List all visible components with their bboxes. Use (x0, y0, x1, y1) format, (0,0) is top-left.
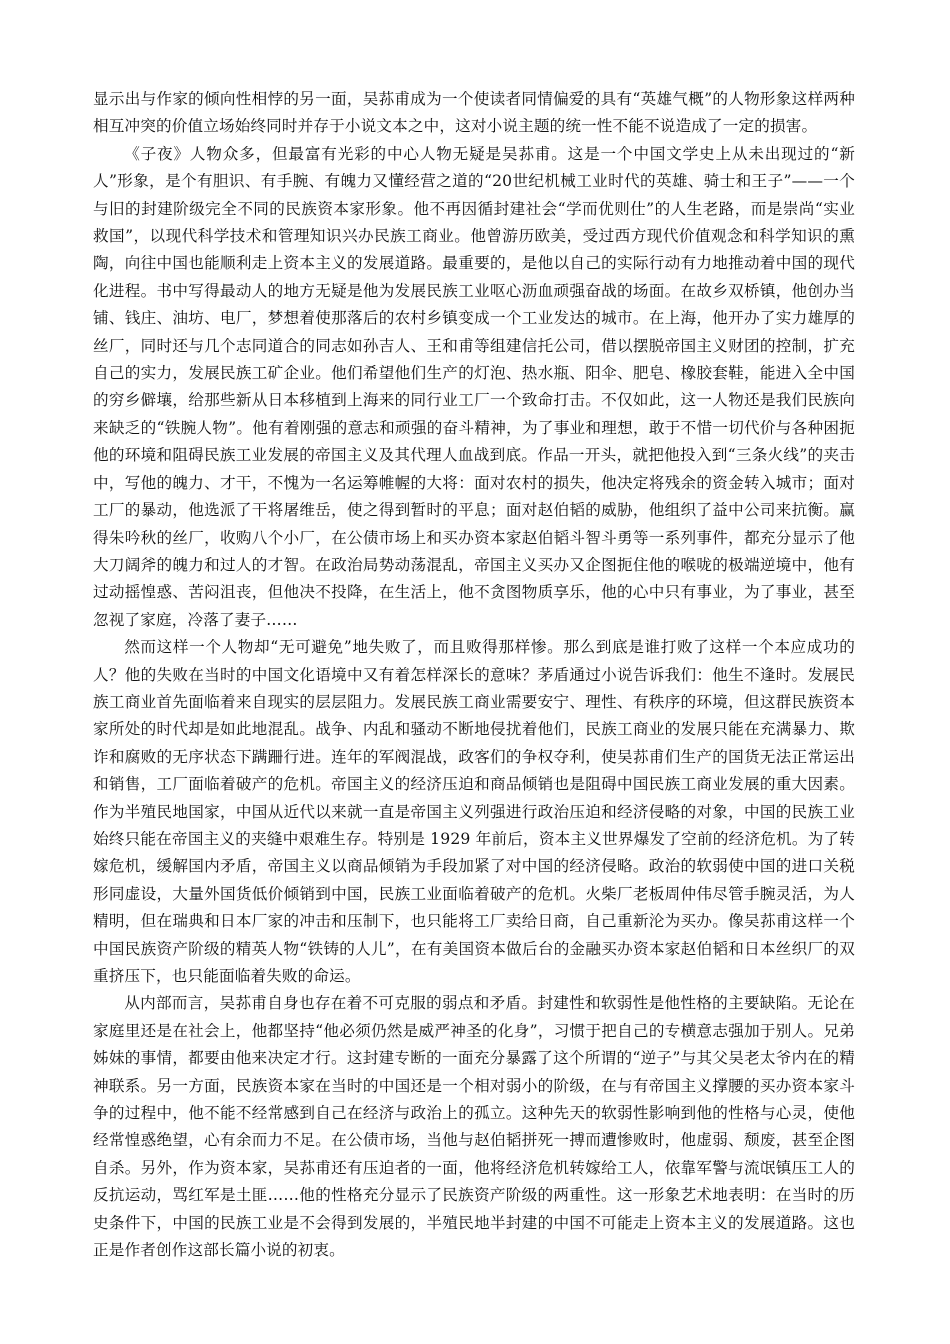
document-page (93, 86, 855, 1264)
paragraph-continuation: 显示出与作家的倾向性相悖的另一面，吴荪甫成为一个使读者同情偏爱的具有“英雄气概”的人物形象这样两种相互冲突的价值立场始终同时并存于小说文本之中，这对小说主题的统一性不能不说造成了一定的损害。 (93, 90, 855, 136)
paragraph-external-causes: 然而这样一个人物却“无可避免”地失败了，而且败得那样惨。那么到底是谁打败了这样一个本应成功的人？他的失败在当时的中国文化语境中又有着怎样深长的意味？茅盾通过小说告诉我们：他生不逢时。发展民族工商业首先面临着来自现实的层层阻力。发展民族工商业需要安宁、理性、有秩序的环境，但这群民族资本家所处的时代却是如此地混乱。战争、内乱和骚动不断地侵扰着他们，民族工商业的发展只能在充满暴力、欺诈和腐败的无序状态下蹒跚行进。连年的军阀混战，政客们的争权夺利，使吴荪甫们生产的国货无法正常运出和销售，工厂面临着破产的危机。帝国主义的经济压迫和商品倾销也是阻碍中国民族工商业发展的重大因素。作为半殖民地国家，中国从近代以来就一直是帝国主义列强进行政治压迫和经济侵略的对象，中国的民族工业始终只能在帝国主义的夹缝中艰难生存。特别是 1929 年前后，资本主义世界爆发了空前的经济危机。为了转嫁危机，缓解国内矛盾，帝国主义以商品倾销为手段加紧了对中国的经济侵略。政治的软弱使中国的进口关税形同虚设，大量外国货低价倾销到中国，民族工业面临着破产的危机。火柴厂老板周仲伟尽管手腕灵活，为人精明，但在瑞典和日本厂家的冲击和压制下，也只能将工厂卖给日商，自己重新沦为买办。像吴荪甫这样一个中国民族资产阶级的精英人物“铁铸的人儿”，在有美国资本做后台的金融买办资本家赵伯韬和日本丝织厂的双重挤压下，也只能面临着失败的命运。 (93, 638, 855, 985)
paragraph-internal-causes: 从内部而言，吴荪甫自身也存在着不可克服的弱点和矛盾。封建性和软弱性是他性格的主要缺陷。无论在家庭里还是在社会上，他都坚持“他必须仍然是威严神圣的化身”，习惯于把自己的专横意志强加于别人。兄弟姊妹的事情，都要由他来决定才行。这封建专断的一面充分暴露了这个所谓的“逆子”与其父吴老太爷内在的精神联系。另一方面，民族资本家在当时的中国还是一个相对弱小的阶级，在与有帝国主义撑腰的买办资本家斗争的过程中，他不能不经常感到自己在经济与政治上的孤立。这种先天的软弱性影响到他的性格与心灵，使他经常惶惑绝望，心有余而力不足。在公债市场，当他与赵伯韬拼死一搏而遭惨败时，他虚弱、颓废，甚至企图自杀。另外，作为资本家，吴荪甫还有压迫者的一面，他将经济危机转嫁给工人，依靠军警与流氓镇压工人的反抗运动，骂红军是土匪……他的性格充分显示了民族资产阶级的两重性。这一形象艺术地表明：在当时的历史条件下，中国的民族工业是不会得到发展的，半殖民地半封建的中国不可能走上资本主义的发展道路。这也正是作者创作这部长篇小说的初衷。 (93, 994, 855, 1260)
paragraph-wu-sunfu-intro: 《子夜》人物众多，但最富有光彩的中心人物无疑是吴荪甫。这是一个中国文学史上从未出现过的“新人”形象，是个有胆识、有手腕、有魄力又懂经营之道的“20世纪机械工业时代的英雄、骑士和王子”——一个与旧的封建阶级完全不同的民族资本家形象。他不再因循封建社会“学而优则仕”的人生老路，而是崇尚“实业救国”，以现代科学技术和管理知识兴办民族工商业。他曾游历欧美，受过西方现代价值观念和科学知识的熏陶，向往中国也能顺利走上资本主义的发展道路。最重要的，是他以自己的实际行动有力地推动着中国的现代化进程。书中写得最动人的地方无疑是他为发展民族工业呕心沥血顽强奋战的场面。在故乡双桥镇，他创办当铺、钱庄、油坊、电厂，梦想着使那落后的农村乡镇变成一个工业发达的城市。在上海，他开办了实力雄厚的丝厂，同时还与几个志同道合的同志如孙吉人、王和甫等组建信托公司，借以摆脱帝国主义财团的控制，扩充自己的实力，发展民族工矿企业。他们希望他们生产的灯泡、热水瓶、阳伞、肥皂、橡胶套鞋，能进入全中国的穷乡僻壤，给那些新从日本移植到上海来的同行业工厂一个致命打击。不仅如此，这一人物还是我们民族向来缺乏的“铁腕人物”。他有着刚强的意志和顽强的奋斗精神，为了事业和理想，敢于不惜一切代价与各种困扼他的环境和阻碍民族工业发展的帝国主义及其代理人血战到底。作品一开头，就把他投入到“三条火线”的夹击中，写他的魄力、才干，不愧为一名运筹帷幄的大将：面对农村的损失，他决定将残余的资金转入城市；面对工厂的暴动，他选派了干将屠维岳，使之得到暂时的平息；面对赵伯韬的威胁，他组织了益中公司来抗衡。赢得朱吟秋的丝厂，收购八个小厂，在公债市场上和买办资本家赵伯韬斗智斗勇等一系列事件，都充分显示了他大刀阔斧的魄力和过人的才智。在政治局势动荡混乱，帝国主义买办又企图扼住他的喉咙的极端逆境中，他有过动摇惶惑、苦闷沮丧，但他决不投降，在生活上，他不贪图物质享乐，他的心中只有事业，为了事业，甚至忽视了家庭，冷落了妻子…… (93, 144, 855, 629)
